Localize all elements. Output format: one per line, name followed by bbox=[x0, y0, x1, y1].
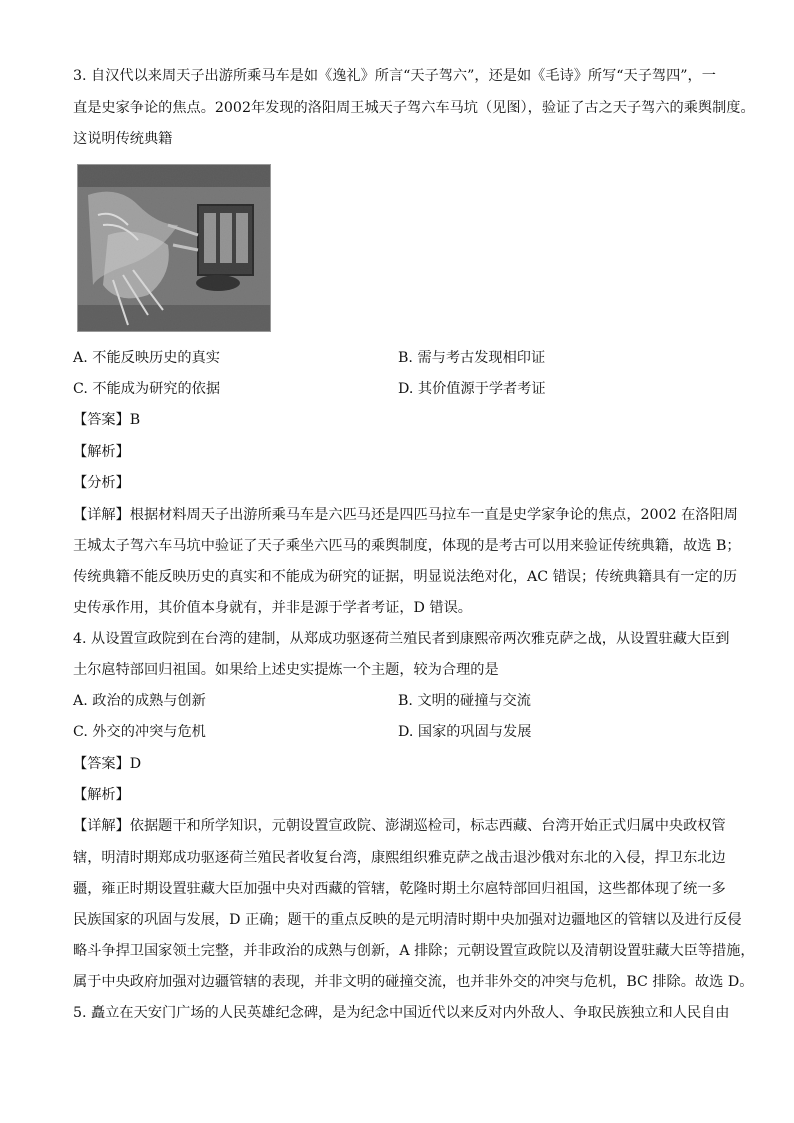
q3-fenxi-label: 【分析】 bbox=[73, 475, 130, 491]
q4-option-c: C. 外交的冲突与危机 bbox=[73, 724, 206, 740]
q3-stem-line-1: 3. 自汉代以来周天子出游所乘马车是如《逸礼》所言“天子驾六”，还是如《毛诗》所写“天子驾四”，一 bbox=[73, 68, 716, 84]
q3-option-c: C. 不能成为研究的依据 bbox=[73, 381, 221, 397]
q3-detail-line-4: 史传承作用，其价值本身就有，并非是源于学者考证，D 错误。 bbox=[73, 600, 472, 616]
q4-detail-line-4: 民族国家的巩固与发展，D 正确；题干的重点反映的是元明清时期中央加强对边疆地区的管辖以及进行反侵 bbox=[73, 912, 742, 928]
q3-option-b: B. 需与考古发现相印证 bbox=[398, 350, 546, 366]
q4-detail-line-1: 【详解】依据题干和所学知识，元朝设置宣政院、澎湖巡检司，标志西藏、台湾开始正式归属中央政权管 bbox=[73, 818, 726, 834]
q3-stem-line-3: 这说明传统典籍 bbox=[73, 131, 173, 147]
q3-option-a: A. 不能反映历史的真实 bbox=[73, 350, 220, 366]
q5-stem-line-1: 5. 矗立在天安门广场的人民英雄纪念碑，是为纪念中国近代以来反对内外敌人、争取民族独立和人民自由 bbox=[73, 1005, 730, 1021]
chariot-pit-photo bbox=[77, 164, 271, 332]
q4-analysis-label: 【解析】 bbox=[73, 787, 130, 803]
q4-detail-line-6: 属于中央政府加强对边疆管辖的表现，并非文明的碰撞交流，也并非外交的冲突与危机，BC 排除。故选 D。 bbox=[73, 974, 754, 990]
q4-detail-line-5: 略斗争捍卫国家领土完整，并非政治的成熟与创新，A 排除；元朝设置宣政院以及清朝设置驻藏大臣等措施， bbox=[73, 943, 755, 959]
q4-stem-line-1: 4. 从设置宣政院到在台湾的建制，从郑成功驱逐荷兰殖民者到康熙帝两次雅克萨之战，从设置驻藏大臣到 bbox=[73, 631, 730, 647]
q3-option-d: D. 其价值源于学者考证 bbox=[398, 381, 546, 397]
q4-stem-line-2: 土尔扈特部回归祖国。如果给上述史实提炼一个主题，较为合理的是 bbox=[73, 662, 499, 678]
q3-analysis-label: 【解析】 bbox=[73, 444, 130, 460]
q4-option-b: B. 文明的碰撞与交流 bbox=[398, 693, 531, 709]
q4-detail-line-2: 辖，明清时期郑成功驱逐荷兰殖民者收复台湾，康熙组织雅克萨之战击退沙俄对东北的入侵，捍卫东北边 bbox=[73, 850, 726, 866]
q4-option-d: D. 国家的巩固与发展 bbox=[398, 724, 532, 740]
q3-answer: 【答案】B bbox=[73, 412, 141, 428]
q3-detail-line-3: 传统典籍不能反映历史的真实和不能成为研究的证据，明显说法绝对化，AC 错误；传统典籍具有一定的历 bbox=[73, 569, 738, 585]
q4-option-a: A. 政治的成熟与创新 bbox=[73, 693, 206, 709]
q3-detail-line-1: 【详解】根据材料周天子出游所乘马车是六匹马还是四匹马拉车一直是史学家争论的焦点，2002 在洛阳周 bbox=[73, 507, 738, 523]
q4-detail-line-3: 疆，雍正时期设置驻藏大臣加强中央对西藏的管辖，乾隆时期土尔扈特部回归祖国，这些都体现了统一多 bbox=[73, 881, 726, 897]
q4-answer: 【答案】D bbox=[73, 756, 142, 772]
q3-detail-line-2: 王城太子驾六车马坑中验证了天子乘坐六匹马的乘舆制度，体现的是考古可以用来验证传统典籍，故选 B； bbox=[73, 538, 741, 554]
q3-stem-line-2: 直是史家争论的焦点。2002年发现的洛阳周王城天子驾六车马坑（见图），验证了古之天子驾六的乘舆制度。 bbox=[73, 100, 755, 116]
